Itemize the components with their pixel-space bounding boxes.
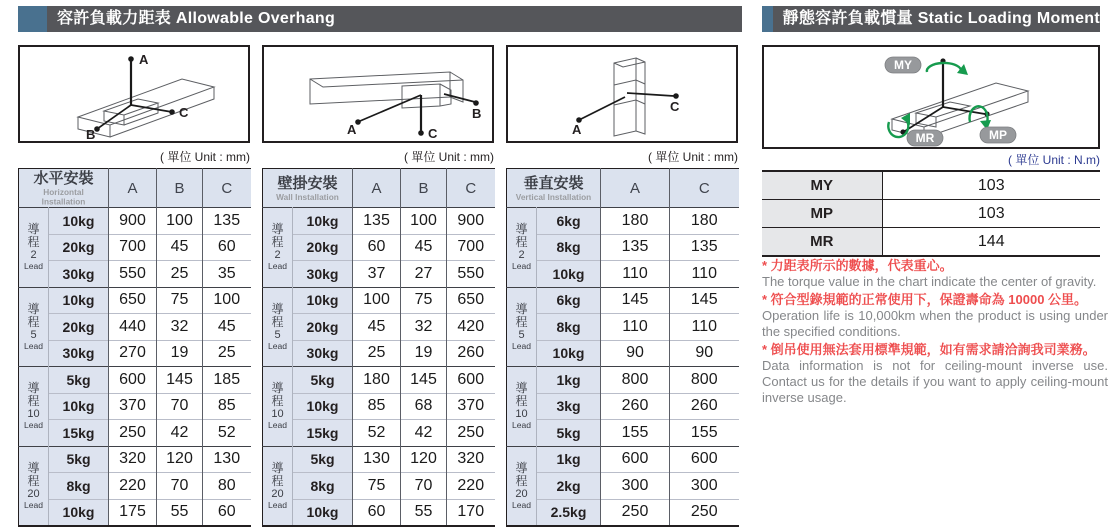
value-cell: 75 <box>157 287 203 314</box>
moment-label-my: MY <box>894 58 912 72</box>
moment-value-cell: 103 <box>882 200 1100 228</box>
moment-row <box>762 200 1100 228</box>
table-title-en: Horizontal Installation <box>41 187 86 206</box>
column-header: A <box>353 169 401 208</box>
value-cell: 60 <box>353 499 401 526</box>
value-cell: 800 <box>601 367 670 394</box>
note-zh: * 倒吊使用無法套用標準規範，如有需求請洽詢我司業務。 <box>762 342 1096 357</box>
overhang-section-header <box>18 6 742 32</box>
moment-table <box>762 170 1100 257</box>
table-title-cell <box>507 169 601 208</box>
value-cell: 145 <box>601 287 670 314</box>
lead-group-label <box>263 208 293 288</box>
table-row <box>263 287 495 314</box>
load-cell: 30kg <box>49 261 109 288</box>
value-cell: 68 <box>401 393 447 420</box>
table-row <box>507 420 739 447</box>
value-cell: 100 <box>401 208 447 235</box>
lead-group-label <box>507 287 537 367</box>
load-cell: 1kg <box>537 367 601 394</box>
load-cell: 6kg <box>537 208 601 235</box>
table-row <box>19 393 251 420</box>
value-cell: 60 <box>203 234 251 261</box>
unit-label-mm: ( 單位 Unit : mm) <box>648 150 738 164</box>
load-cell: 5kg <box>537 420 601 447</box>
value-cell: 220 <box>109 473 157 500</box>
value-cell: 170 <box>447 499 495 526</box>
table-row <box>19 446 251 473</box>
value-cell: 155 <box>670 420 739 447</box>
header-accent-square <box>762 6 773 32</box>
overhang-table <box>262 168 495 527</box>
table-row <box>263 314 495 341</box>
value-cell: 75 <box>401 287 447 314</box>
axis-label-c: C <box>670 99 680 114</box>
load-cell: 5kg <box>49 367 109 394</box>
value-cell: 85 <box>353 393 401 420</box>
table-row <box>263 473 495 500</box>
load-cell: 15kg <box>293 420 353 447</box>
overhang-title-en: Allowable Overhang <box>175 10 336 27</box>
overhang-table <box>18 168 251 527</box>
table-title-en: Vertical Installation <box>515 191 592 202</box>
lead-group-label <box>507 446 537 526</box>
axis-label-c: C <box>179 105 189 120</box>
lead-group-label <box>19 287 49 367</box>
lead-label-zh: 導程 <box>515 301 528 329</box>
lead-label-en: Lead <box>267 500 288 510</box>
column-header: C <box>203 169 251 208</box>
overhang-title-zh: 容許負載力距表 <box>57 10 172 27</box>
value-cell: 130 <box>353 446 401 473</box>
lead-label-zh: 導程 <box>515 381 528 409</box>
table-row <box>507 393 739 420</box>
table-row <box>263 420 495 447</box>
value-cell: 32 <box>401 314 447 341</box>
load-cell: 3kg <box>537 393 601 420</box>
value-cell: 85 <box>203 393 251 420</box>
lead-group-label <box>263 446 293 526</box>
load-cell: 10kg <box>537 261 601 288</box>
table-row <box>19 314 251 341</box>
lead-label-en: Lead <box>23 420 44 430</box>
value-cell: 45 <box>203 314 251 341</box>
value-cell: 25 <box>203 340 251 367</box>
moment-label-mp: MP <box>989 128 1007 142</box>
lead-label-zh: 導程 <box>271 301 284 329</box>
lead-label-en: Lead <box>267 341 288 351</box>
value-cell: 145 <box>157 367 203 394</box>
load-cell: 20kg <box>293 234 353 261</box>
moment-value-cell: 144 <box>882 228 1100 257</box>
value-cell: 80 <box>203 473 251 500</box>
value-cell: 600 <box>447 367 495 394</box>
value-cell: 900 <box>447 208 495 235</box>
load-cell: 10kg <box>49 208 109 235</box>
value-cell: 700 <box>109 234 157 261</box>
lead-label-zh: 導程 <box>271 222 284 250</box>
column-header: B <box>401 169 447 208</box>
axis-label-a: A <box>139 52 149 67</box>
axis-label-a: A <box>572 122 582 137</box>
table-row <box>19 234 251 261</box>
value-cell: 650 <box>109 287 157 314</box>
moment-row <box>762 171 1100 200</box>
lead-label-en: Lead <box>23 500 44 510</box>
value-cell: 320 <box>447 446 495 473</box>
lead-label-en: Lead <box>511 261 532 271</box>
lead-label-zh: 導程 <box>27 222 40 250</box>
value-cell: 45 <box>401 234 447 261</box>
value-cell: 55 <box>157 499 203 526</box>
table-row <box>263 261 495 288</box>
table-row <box>507 287 739 314</box>
axis-label-c: C <box>428 126 438 141</box>
wall-installation-diagram <box>262 45 494 143</box>
lead-label-zh: 導程 <box>271 381 284 409</box>
lead-label-zh: 導程 <box>27 460 40 488</box>
overhang-section-title <box>57 6 335 32</box>
value-cell: 700 <box>447 234 495 261</box>
lead-label-zh: 導程 <box>515 460 528 488</box>
lead-label-zh: 導程 <box>271 460 284 488</box>
value-cell: 220 <box>447 473 495 500</box>
lead-group-label <box>507 367 537 447</box>
table-row <box>19 499 251 526</box>
rail-moment-icon <box>764 47 1098 147</box>
value-cell: 27 <box>401 261 447 288</box>
moment-diagram <box>762 45 1100 149</box>
note-en: Data information is not for ceiling-mount inverse use. Contact us for the details if you want to apply ceiling-mount inverse usage. <box>762 358 1108 405</box>
moment-label-mr: MR <box>915 131 935 145</box>
lead-group-label <box>19 367 49 447</box>
load-cell: 8kg <box>537 234 601 261</box>
lead-label-en: Lead <box>267 420 288 430</box>
load-cell: 10kg <box>537 340 601 367</box>
load-cell: 2kg <box>537 473 601 500</box>
value-cell: 135 <box>203 208 251 235</box>
value-cell: 60 <box>353 234 401 261</box>
axis-label-a: A <box>347 122 357 137</box>
table-row <box>19 367 251 394</box>
lead-number: 2 <box>30 249 37 262</box>
value-cell: 260 <box>601 393 670 420</box>
moment-section-title <box>783 6 1100 32</box>
value-cell: 70 <box>157 393 203 420</box>
load-cell: 10kg <box>293 499 353 526</box>
value-cell: 650 <box>447 287 495 314</box>
load-cell: 30kg <box>293 340 353 367</box>
value-cell: 250 <box>447 420 495 447</box>
column-header: A <box>601 169 670 208</box>
load-cell: 20kg <box>293 314 353 341</box>
table-title-zh: 水平安裝 <box>33 169 94 187</box>
table-row <box>507 473 739 500</box>
value-cell: 370 <box>447 393 495 420</box>
column-header: A <box>109 169 157 208</box>
column-header: C <box>670 169 739 208</box>
load-cell: 20kg <box>49 314 109 341</box>
column-header: C <box>447 169 495 208</box>
lead-number: 5 <box>30 328 37 341</box>
value-cell: 42 <box>401 420 447 447</box>
value-cell: 135 <box>353 208 401 235</box>
lead-label-en: Lead <box>23 341 44 351</box>
value-cell: 260 <box>447 340 495 367</box>
value-cell: 800 <box>670 367 739 394</box>
value-cell: 75 <box>353 473 401 500</box>
lead-number: 20 <box>27 487 40 500</box>
value-cell: 90 <box>670 340 739 367</box>
value-cell: 175 <box>109 499 157 526</box>
table-row <box>507 367 739 394</box>
lead-label-zh: 導程 <box>27 381 40 409</box>
table-row <box>507 446 739 473</box>
lead-group-label <box>19 208 49 288</box>
table-row <box>19 340 251 367</box>
value-cell: 260 <box>670 393 739 420</box>
value-cell: 37 <box>353 261 401 288</box>
load-cell: 5kg <box>49 446 109 473</box>
value-cell: 135 <box>601 234 670 261</box>
table-row <box>507 261 739 288</box>
value-cell: 550 <box>109 261 157 288</box>
load-cell: 30kg <box>49 340 109 367</box>
moment-label-cell: MP <box>762 200 882 228</box>
value-cell: 100 <box>157 208 203 235</box>
horizontal-installation-diagram <box>18 45 250 143</box>
lead-group-label <box>263 367 293 447</box>
value-cell: 155 <box>601 420 670 447</box>
load-cell: 30kg <box>293 261 353 288</box>
value-cell: 120 <box>157 446 203 473</box>
value-cell: 550 <box>447 261 495 288</box>
table-row <box>263 499 495 526</box>
value-cell: 130 <box>203 446 251 473</box>
value-cell: 600 <box>670 446 739 473</box>
table-row <box>263 340 495 367</box>
rail-isometric-icon <box>264 47 492 141</box>
value-cell: 42 <box>157 420 203 447</box>
lead-number: 20 <box>515 487 528 500</box>
value-cell: 90 <box>601 340 670 367</box>
value-cell: 250 <box>601 499 670 526</box>
value-cell: 440 <box>109 314 157 341</box>
load-cell: 20kg <box>49 234 109 261</box>
table-row <box>263 234 495 261</box>
table-title-en: Wall Installation <box>276 191 339 202</box>
value-cell: 70 <box>401 473 447 500</box>
value-cell: 300 <box>601 473 670 500</box>
note-en: The torque value in the chart indicate the center of gravity. <box>762 274 1097 289</box>
note-zh: * 力距表所示的數據，代表重心。 <box>762 258 953 273</box>
lead-number: 20 <box>271 487 284 500</box>
unit-label-mm: ( 單位 Unit : mm) <box>160 150 250 164</box>
value-cell: 45 <box>157 234 203 261</box>
axis-label-b: B <box>86 127 96 141</box>
lead-number: 10 <box>27 408 40 421</box>
value-cell: 900 <box>109 208 157 235</box>
lead-number: 5 <box>518 328 525 341</box>
value-cell: 185 <box>203 367 251 394</box>
load-cell: 5kg <box>293 446 353 473</box>
lead-group-label <box>19 446 49 526</box>
value-cell: 70 <box>157 473 203 500</box>
table-row <box>19 473 251 500</box>
value-cell: 600 <box>601 446 670 473</box>
load-cell: 8kg <box>537 314 601 341</box>
lead-label-zh: 導程 <box>515 222 528 250</box>
value-cell: 25 <box>353 340 401 367</box>
lead-number: 10 <box>515 408 528 421</box>
load-cell: 8kg <box>293 473 353 500</box>
load-cell: 1kg <box>537 446 601 473</box>
column-header: B <box>157 169 203 208</box>
value-cell: 52 <box>353 420 401 447</box>
header-accent-square <box>18 6 47 32</box>
vertical-installation-diagram <box>506 45 738 143</box>
table-row <box>19 261 251 288</box>
value-cell: 100 <box>353 287 401 314</box>
load-cell: 2.5kg <box>537 499 601 526</box>
table-row <box>19 208 251 235</box>
table-row <box>507 314 739 341</box>
load-cell: 15kg <box>49 420 109 447</box>
value-cell: 270 <box>109 340 157 367</box>
lead-label-en: Lead <box>511 341 532 351</box>
overhang-table <box>506 168 739 527</box>
load-cell: 10kg <box>49 287 109 314</box>
unit-label-mm: ( 單位 Unit : mm) <box>404 150 494 164</box>
note-en: Operation life is 10,000km when the product is using under the specified conditions. <box>762 308 1108 339</box>
value-cell: 250 <box>109 420 157 447</box>
value-cell: 120 <box>401 446 447 473</box>
value-cell: 35 <box>203 261 251 288</box>
lead-group-label <box>263 287 293 367</box>
moment-title-zh: 靜態容許負載慣量 <box>782 10 913 27</box>
value-cell: 100 <box>203 287 251 314</box>
moment-table-grid <box>762 170 1100 257</box>
value-cell: 45 <box>353 314 401 341</box>
load-cell: 10kg <box>49 393 109 420</box>
table-row <box>19 287 251 314</box>
table-row <box>507 340 739 367</box>
value-cell: 180 <box>670 208 739 235</box>
moment-section-header <box>762 6 1100 32</box>
lead-group-label <box>507 208 537 288</box>
load-cell: 10kg <box>293 208 353 235</box>
lead-number: 5 <box>274 328 281 341</box>
value-cell: 110 <box>601 314 670 341</box>
value-cell: 19 <box>401 340 447 367</box>
lead-number: 2 <box>518 249 525 262</box>
moment-row <box>762 228 1100 257</box>
table-row <box>507 208 739 235</box>
table-row <box>263 393 495 420</box>
table-row <box>263 367 495 394</box>
vertical-installation-table <box>506 168 739 527</box>
load-cell: 10kg <box>49 499 109 526</box>
moment-value-cell: 103 <box>882 171 1100 200</box>
value-cell: 52 <box>203 420 251 447</box>
table-row <box>263 446 495 473</box>
lead-number: 10 <box>271 408 284 421</box>
value-cell: 600 <box>109 367 157 394</box>
table-row <box>507 499 739 526</box>
value-cell: 60 <box>203 499 251 526</box>
table-row <box>19 420 251 447</box>
value-cell: 145 <box>401 367 447 394</box>
value-cell: 420 <box>447 314 495 341</box>
moment-label-cell: MY <box>762 171 882 200</box>
value-cell: 110 <box>670 261 739 288</box>
value-cell: 180 <box>601 208 670 235</box>
table-title-cell <box>263 169 353 208</box>
table-row <box>263 208 495 235</box>
load-cell: 10kg <box>293 287 353 314</box>
value-cell: 110 <box>601 261 670 288</box>
load-cell: 8kg <box>49 473 109 500</box>
value-cell: 135 <box>670 234 739 261</box>
horizontal-installation-table <box>18 168 251 527</box>
lead-label-zh: 導程 <box>27 301 40 329</box>
value-cell: 110 <box>670 314 739 341</box>
axis-label-b: B <box>472 106 482 121</box>
load-cell: 5kg <box>293 367 353 394</box>
lead-label-en: Lead <box>23 261 44 271</box>
table-title-cell <box>19 169 109 208</box>
value-cell: 320 <box>109 446 157 473</box>
moment-title-en: Static Loading Moment <box>917 10 1100 27</box>
value-cell: 250 <box>670 499 739 526</box>
value-cell: 180 <box>353 367 401 394</box>
rail-isometric-icon <box>20 47 248 141</box>
value-cell: 370 <box>109 393 157 420</box>
value-cell: 19 <box>157 340 203 367</box>
load-cell: 10kg <box>293 393 353 420</box>
value-cell: 300 <box>670 473 739 500</box>
lead-number: 2 <box>274 249 281 262</box>
lead-label-en: Lead <box>511 420 532 430</box>
note-zh: * 符合型錄規範的正常使用下，保證壽命為 10000 公里。 <box>762 292 1088 307</box>
notes-block <box>762 257 1108 407</box>
unit-label-nm: ( 單位 Unit : N.m) <box>1008 153 1100 167</box>
wall-installation-table <box>262 168 495 527</box>
load-cell: 6kg <box>537 287 601 314</box>
table-title-zh: 垂直安裝 <box>523 174 584 192</box>
value-cell: 25 <box>157 261 203 288</box>
value-cell: 32 <box>157 314 203 341</box>
lead-label-en: Lead <box>511 500 532 510</box>
table-title-zh: 壁掛安裝 <box>277 174 338 192</box>
rail-isometric-icon <box>508 47 736 141</box>
lead-label-en: Lead <box>267 261 288 271</box>
moment-label-cell: MR <box>762 228 882 257</box>
table-row <box>507 234 739 261</box>
value-cell: 55 <box>401 499 447 526</box>
value-cell: 145 <box>670 287 739 314</box>
